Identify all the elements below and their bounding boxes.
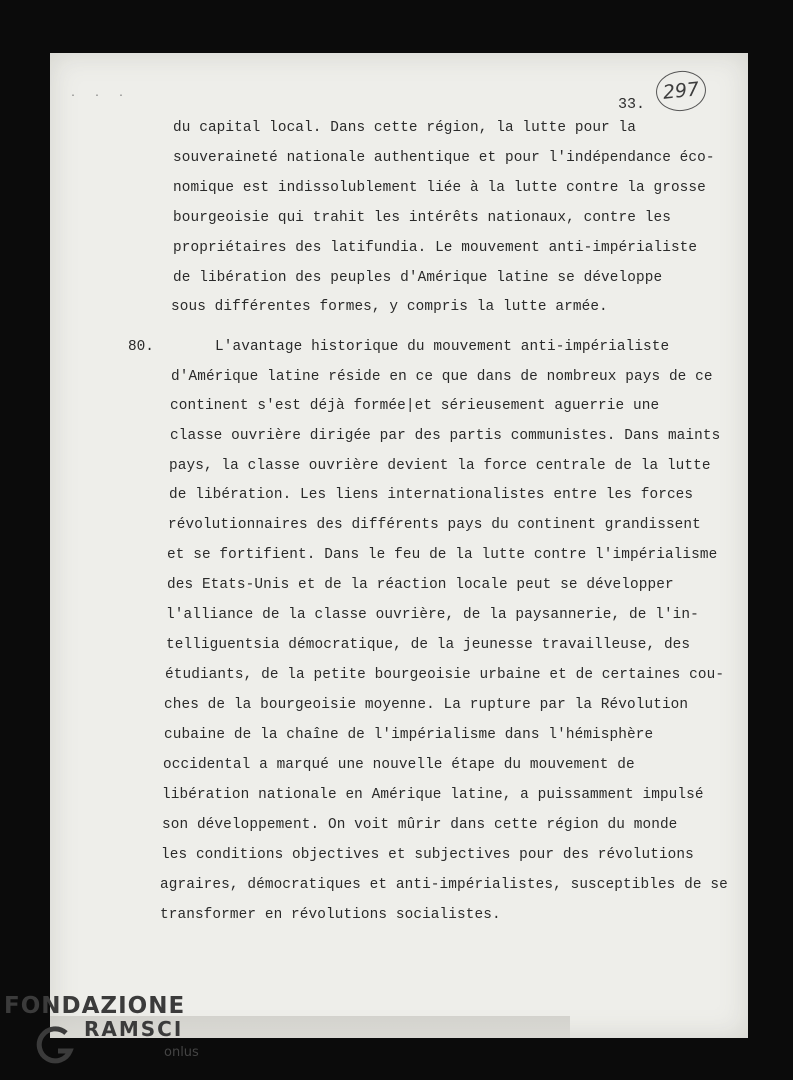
body-line: nomique est indissolublement liée à la lutte contre la grosse [173,180,706,196]
body-line: révolutionnaires des différents pays du continent grandissent [168,517,701,533]
body-line: sous différentes formes, y compris la lutte armée. [171,299,608,315]
watermark-suffix: onlus [164,1045,199,1060]
body-line: occidental a marqué une nouvelle étape du mouvement de [163,757,635,773]
body-line: souveraineté nationale authentique et pour l'indépendance éco- [173,150,715,166]
body-line: classe ouvrière dirigée par des partis communistes. Dans maints [170,428,721,444]
body-line: propriétaires des latifundia. Le mouvement anti-impérialiste [173,240,698,256]
body-line: transformer en révolutions socialistes. [160,907,501,923]
body-line: son développement. On voit mûrir dans cette région du monde [162,817,678,833]
watermark-title: FONDAZIONE [4,993,186,1019]
page-number: 33. [618,96,646,113]
body-line: telliguentsia démocratique, de la jeunesse travailleuse, des [166,637,691,653]
body-line: l'alliance de la classe ouvrière, de la paysannerie, de l'in- [166,607,699,623]
body-line: pays, la classe ouvrière devient la force centrale de la lutte [169,458,711,474]
body-line: du capital local. Dans cette région, la lutte pour la [173,120,636,136]
body-line: étudiants, de la petite bourgeoisie urbaine et de certaines cou- [165,667,725,683]
body-line: les conditions objectives et subjectives pour des révolutions [161,847,694,863]
body-line: libération nationale en Amérique latine, a puissamment impulsé [162,787,704,803]
body-line: L'avantage historique du mouvement anti-impérialiste [215,339,670,355]
body-line: d'Amérique latine réside en ce que dans de nombreux pays de ce [171,369,713,385]
g-logo-icon [36,1025,76,1065]
body-line: continent s'est déjà formée|et sérieusement aguerrie une [170,398,660,414]
paragraph-number: 80. [128,339,154,355]
body-line: de libération. Les liens internationalistes entre les forces [169,487,694,503]
body-line: ches de la bourgeoisie moyenne. La rupture par la Révolution [164,697,689,713]
body-line: et se fortifient. Dans le feu de la lutte contre l'impérialisme [167,547,718,563]
paper-specks: · · · [70,91,131,102]
document-page [50,53,748,1038]
body-line: de libération des peuples d'Amérique latine se développe [173,270,663,286]
body-line: agraires, démocratiques et anti-impérialistes, susceptibles de se [160,877,728,893]
watermark-name: RAMSCI [84,1017,184,1041]
body-line: des Etats-Unis et de la réaction locale peut se développer [167,577,674,593]
body-line: cubaine de la chaîne de l'impérialisme dans l'hémisphère [164,727,654,743]
archive-watermark [4,993,199,1060]
archive-number-stamp: 297 [654,68,708,113]
body-line: bourgeoisie qui trahit les intérêts nationaux, contre les [173,210,671,226]
